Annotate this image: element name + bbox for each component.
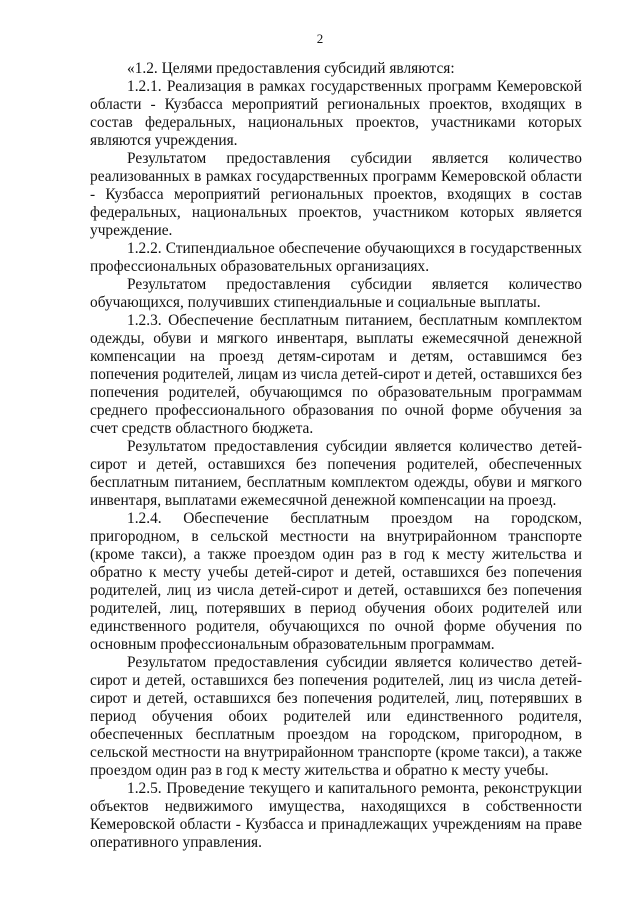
paragraph-1-2-1: 1.2.1. Реализация в рамках государственных программ Кемеровской области - Кузбасса мероприятий региональных проектов, входящих в состав федеральных, национальных проектов, участниками которых являются учреждения.: [90, 78, 582, 149]
document-body: [90, 60, 582, 852]
paragraph-1-2-3: 1.2.3. Обеспечение бесплатным питанием, бесплатным комплектом одежды, обуви и мягкого инвентаря, выплаты ежемесячной денежной компенсации на проезд детям-сиротам и детям, оставшимся без попечения родителей, лицам из числа детей-сирот и детей, оставшихся без попечения родителей, обучающимся по образовательным программам среднего профессионального образования по очной форме обучения за счет средств областного бюджета.: [90, 312, 582, 437]
page-number: 2: [316, 31, 324, 46]
paragraph-1-2-2-result: Результатом предоставления субсидии является количество обучающихся, получивших стипендиальные и социальные выплаты.: [90, 276, 582, 311]
paragraph-1-2-4: 1.2.4. Обеспечение бесплатным проездом на городском, пригородном, в сельской местности на внутрирайонном транспорте (кроме такси), а также проездом один раз в год к месту жительства и обратно к месту учебы детей-сирот и детей, оставшихся без попечения родителей, лиц из числа детей-сирот и детей, оставшихся без попечения родителей, лиц, потерявших в период обучения обоих родителей или единственного родителя, обучающихся по очной форме обучения по основным профессиональным образовательным программам.: [90, 510, 582, 653]
paragraph-1-2-5: 1.2.5. Проведение текущего и капитального ремонта, реконструкции объектов недвижимого имущества, находящихся в собственности Кемеровской области - Кузбасса и принадлежащих учреждениям на праве оперативного управления.: [90, 780, 582, 851]
paragraph-1-2-1-result: Результатом предоставления субсидии является количество реализованных в рамках государственных программ Кемеровской области - Кузбасса мероприятий региональных проектов, входящих в состав федеральных, национальных проектов, участником которых является учреждение.: [90, 150, 582, 239]
paragraph-1-2-4-result: Результатом предоставления субсидии является количество детей-сирот и детей, оставшихся без попечения родителей, лиц из числа детей-сирот и детей, оставшихся без попечения родителей, лиц, потерявших в период обучения обоих родителей или единственного родителя, обеспеченных бесплатным проездом на городском, пригородном, в сельской местности на внутрирайонном транспорте (кроме такси), а также проездом один раз в год к месту жительства и обратно к месту учебы.: [90, 654, 582, 779]
paragraph-goals-intro: «1.2. Целями предоставления субсидий являются:: [127, 60, 455, 77]
paragraph-1-2-3-result: Результатом предоставления субсидии является количество детей-сирот и детей, оставшихся без попечения родителей, обеспеченных бесплатным питанием, бесплатным комплектом одежды, обуви и мягкого инвентаря, выплатами ежемесячной денежной компенсации на проезд.: [90, 438, 582, 509]
paragraph-1-2-2: 1.2.2. Стипендиальное обеспечение обучающихся в государственных профессиональных образовательных организациях.: [90, 240, 582, 275]
